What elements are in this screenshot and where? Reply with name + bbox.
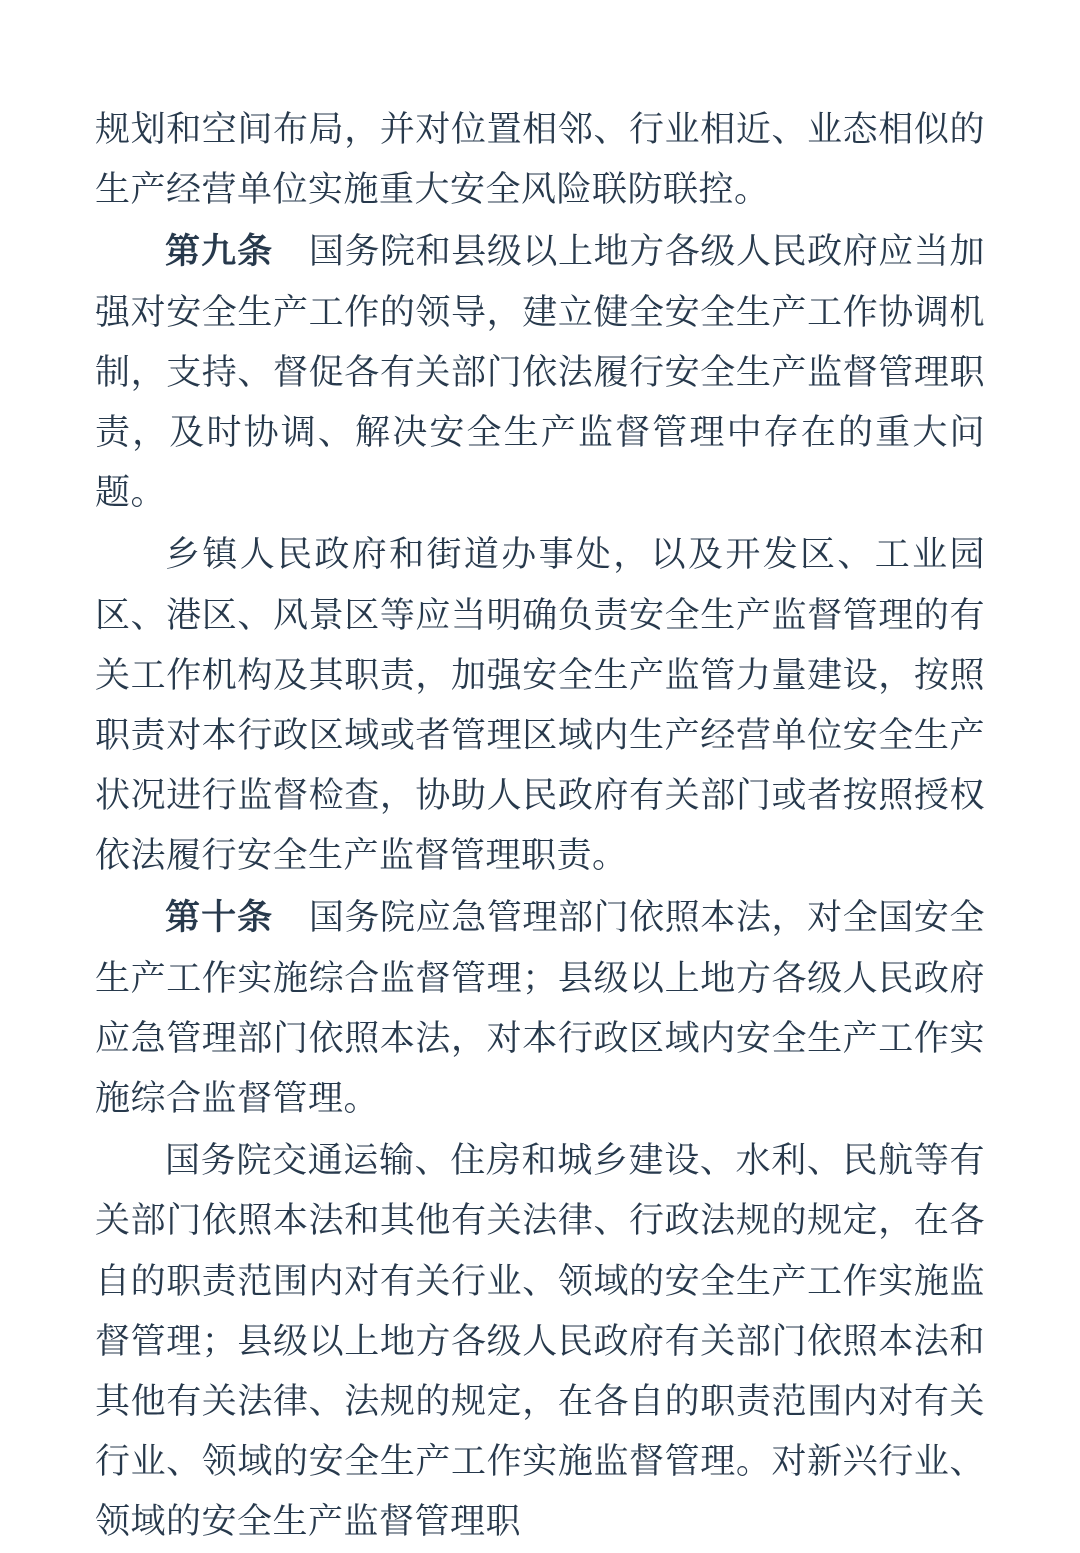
document-body (95, 100, 985, 1553)
paragraph (95, 1131, 985, 1552)
paragraph (95, 888, 985, 1129)
article-label: 第十条 (165, 897, 274, 939)
paragraph-text: 国务院交通运输、住房和城乡建设、水利、民航等有关部门依照本法和其他有关法律、行政法规的规定，在各自的职责范围内对有关行业、领域的安全生产工作实施监督管理；县级以上地方各级人民政府有关部门依照本法和其他有关法律、法规的规定，在各自的职责范围内对有关行业、领域的安全生产工作实施监督管理。对新兴行业、领域的安全生产监督管理职 (95, 1141, 985, 1543)
paragraph-text: 国务院和县级以上地方各级人民政府应当加强对安全生产工作的领导，建立健全安全生产工作协调机制，支持、督促各有关部门依法履行安全生产监督管理职责，及时协调、解决安全生产监督管理中存在的重大问题。 (95, 232, 985, 514)
paragraph (95, 525, 985, 886)
paragraph-text: 乡镇人民政府和街道办事处，以及开发区、工业园区、港区、风景区等应当明确负责安全生产监督管理的有关工作机构及其职责，加强安全生产监管力量建设，按照职责对本行政区域或者管理区域内生产经营单位安全生产状况进行监督检查，协助人民政府有关部门或者按照授权依法履行安全生产监督管理职责。 (95, 535, 985, 877)
paragraph-text: 规划和空间布局，并对位置相邻、行业相近、业态相似的生产经营单位实施重大安全风险联防联控。 (95, 110, 985, 211)
paragraph-text: 国务院应急管理部门依照本法，对全国安全生产工作实施综合监督管理；县级以上地方各级人民政府应急管理部门依照本法，对本行政区域内安全生产工作实施综合监督管理。 (95, 898, 985, 1119)
article-label: 第九条 (165, 231, 274, 273)
paragraph (95, 100, 985, 220)
paragraph (95, 222, 985, 523)
